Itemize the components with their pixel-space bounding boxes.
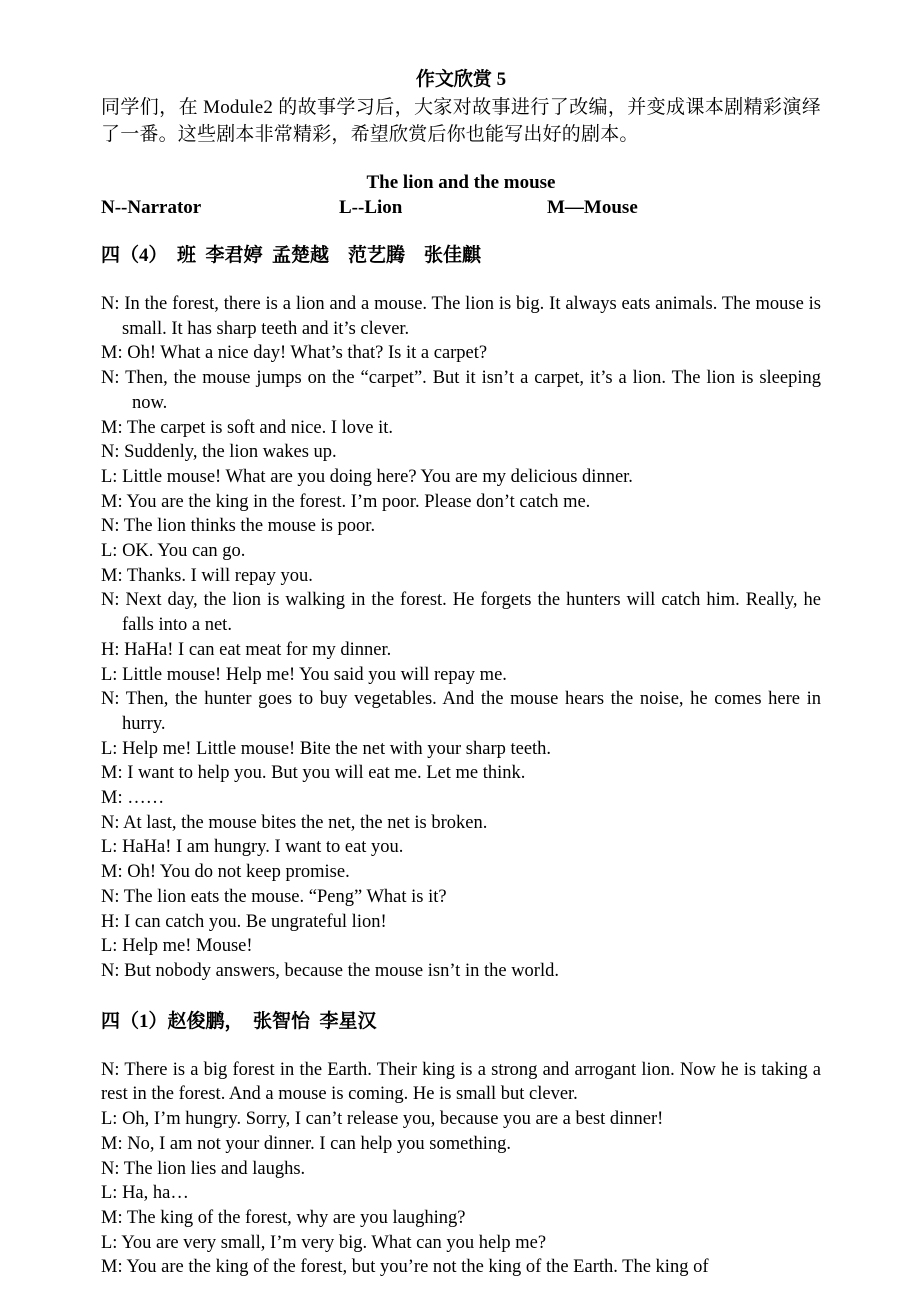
script-line: M: The carpet is soft and nice. I love it. bbox=[101, 417, 393, 438]
script-line: M: Oh! What a nice day! What’s that? Is it a carpet? bbox=[101, 343, 488, 364]
group-header-class4: 四（4） 班 李君婷 孟楚越 范艺腾 张佳麒 bbox=[101, 245, 482, 266]
script-class1 bbox=[101, 1058, 821, 1280]
group-header-class1: 四（1）赵俊鹏， 张智怡 李星汉 bbox=[101, 1010, 377, 1032]
script-line: L: Help me! Mouse! bbox=[101, 936, 253, 957]
role-lion: L--Lion bbox=[339, 197, 403, 218]
script-line: M: I want to help you. But you will eat me. Let me think. bbox=[101, 763, 526, 784]
script-line: N: But nobody answers, because the mouse isn’t in the world. bbox=[101, 960, 559, 981]
script-line: M: You are the king in the forest. I’m poor. Please don’t catch me. bbox=[101, 491, 591, 512]
script-line: N: The lion thinks the mouse is poor. bbox=[101, 516, 376, 537]
script-line: M: The king of the forest, why are you laughing? bbox=[101, 1207, 466, 1228]
script-class4 bbox=[101, 292, 821, 984]
script-line: M: …… bbox=[101, 788, 165, 809]
script-line: N: There is a big forest in the Earth. Their king is a strong and arrogant lion. Now he is taking a rest in the forest. And a mouse is coming. He is small but clever. bbox=[101, 1059, 821, 1105]
script-line: L: Help me! Little mouse! Bite the net with your sharp teeth. bbox=[101, 738, 552, 759]
script-line: N: Suddenly, the lion wakes up. bbox=[101, 442, 337, 463]
script-line: N: In the forest, there is a lion and a mouse. The lion is big. It always eats animals. The mouse is small. It has sharp teeth and it’s clever. bbox=[101, 294, 821, 339]
script-line: M: Oh! You do not keep promise. bbox=[101, 862, 350, 883]
script-line: N: At last, the mouse bites the net, the net is broken. bbox=[101, 812, 488, 833]
script-line: L: Little mouse! What are you doing here? You are my delicious dinner. bbox=[101, 466, 633, 487]
script-line: N: Then, the hunter goes to buy vegetables. And the mouse hears the noise, he comes here in hurry. bbox=[101, 689, 821, 734]
document-title: 作文欣赏 5 bbox=[415, 69, 507, 90]
role-legend bbox=[101, 195, 821, 221]
document-page bbox=[101, 66, 821, 1280]
script-line: L: OK. You can go. bbox=[101, 541, 246, 562]
role-mouse: M—Mouse bbox=[547, 197, 638, 218]
play-title: The lion and the mouse bbox=[366, 172, 556, 193]
script-line: H: I can catch you. Be ungrateful lion! bbox=[101, 911, 387, 932]
intro-paragraph: 同学们，在 Module2 的故事学习后，大家对故事进行了改编，并变成课本剧精彩演绎了一番。这些剧本非常精彩，希望欣赏后你也能写出好的剧本。 bbox=[101, 97, 821, 145]
script-line: N: The lion lies and laughs. bbox=[101, 1158, 306, 1179]
script-line: N: Next day, the lion is walking in the forest. He forgets the hunters will catch him. Really, he falls into a net. bbox=[101, 590, 821, 636]
script-line: L: Oh, I’m hungry. Sorry, I can’t release you, because you are a best dinner! bbox=[101, 1109, 664, 1130]
script-line: L: Little mouse! Help me! You said you will repay me. bbox=[101, 664, 507, 685]
script-line: N: The lion eats the mouse. “Peng” What is it? bbox=[101, 886, 447, 907]
script-line: M: You are the king of the forest, but you’re not the king of the Earth. The king of bbox=[101, 1257, 709, 1278]
script-line: H: HaHa! I can eat meat for my dinner. bbox=[101, 639, 392, 660]
script-line: M: Thanks. I will repay you. bbox=[101, 565, 313, 586]
role-narrator: N--Narrator bbox=[101, 197, 202, 218]
script-line: L: Ha, ha… bbox=[101, 1183, 189, 1204]
script-line: L: HaHa! I am hungry. I want to eat you. bbox=[101, 837, 404, 858]
script-line: L: You are very small, I’m very big. What can you help me? bbox=[101, 1232, 547, 1253]
script-line: M: No, I am not your dinner. I can help you something. bbox=[101, 1133, 512, 1154]
script-line: N: Then, the mouse jumps on the “carpet”. But it isn’t a carpet, it’s a lion. The lion is sleeping now. bbox=[101, 368, 821, 413]
